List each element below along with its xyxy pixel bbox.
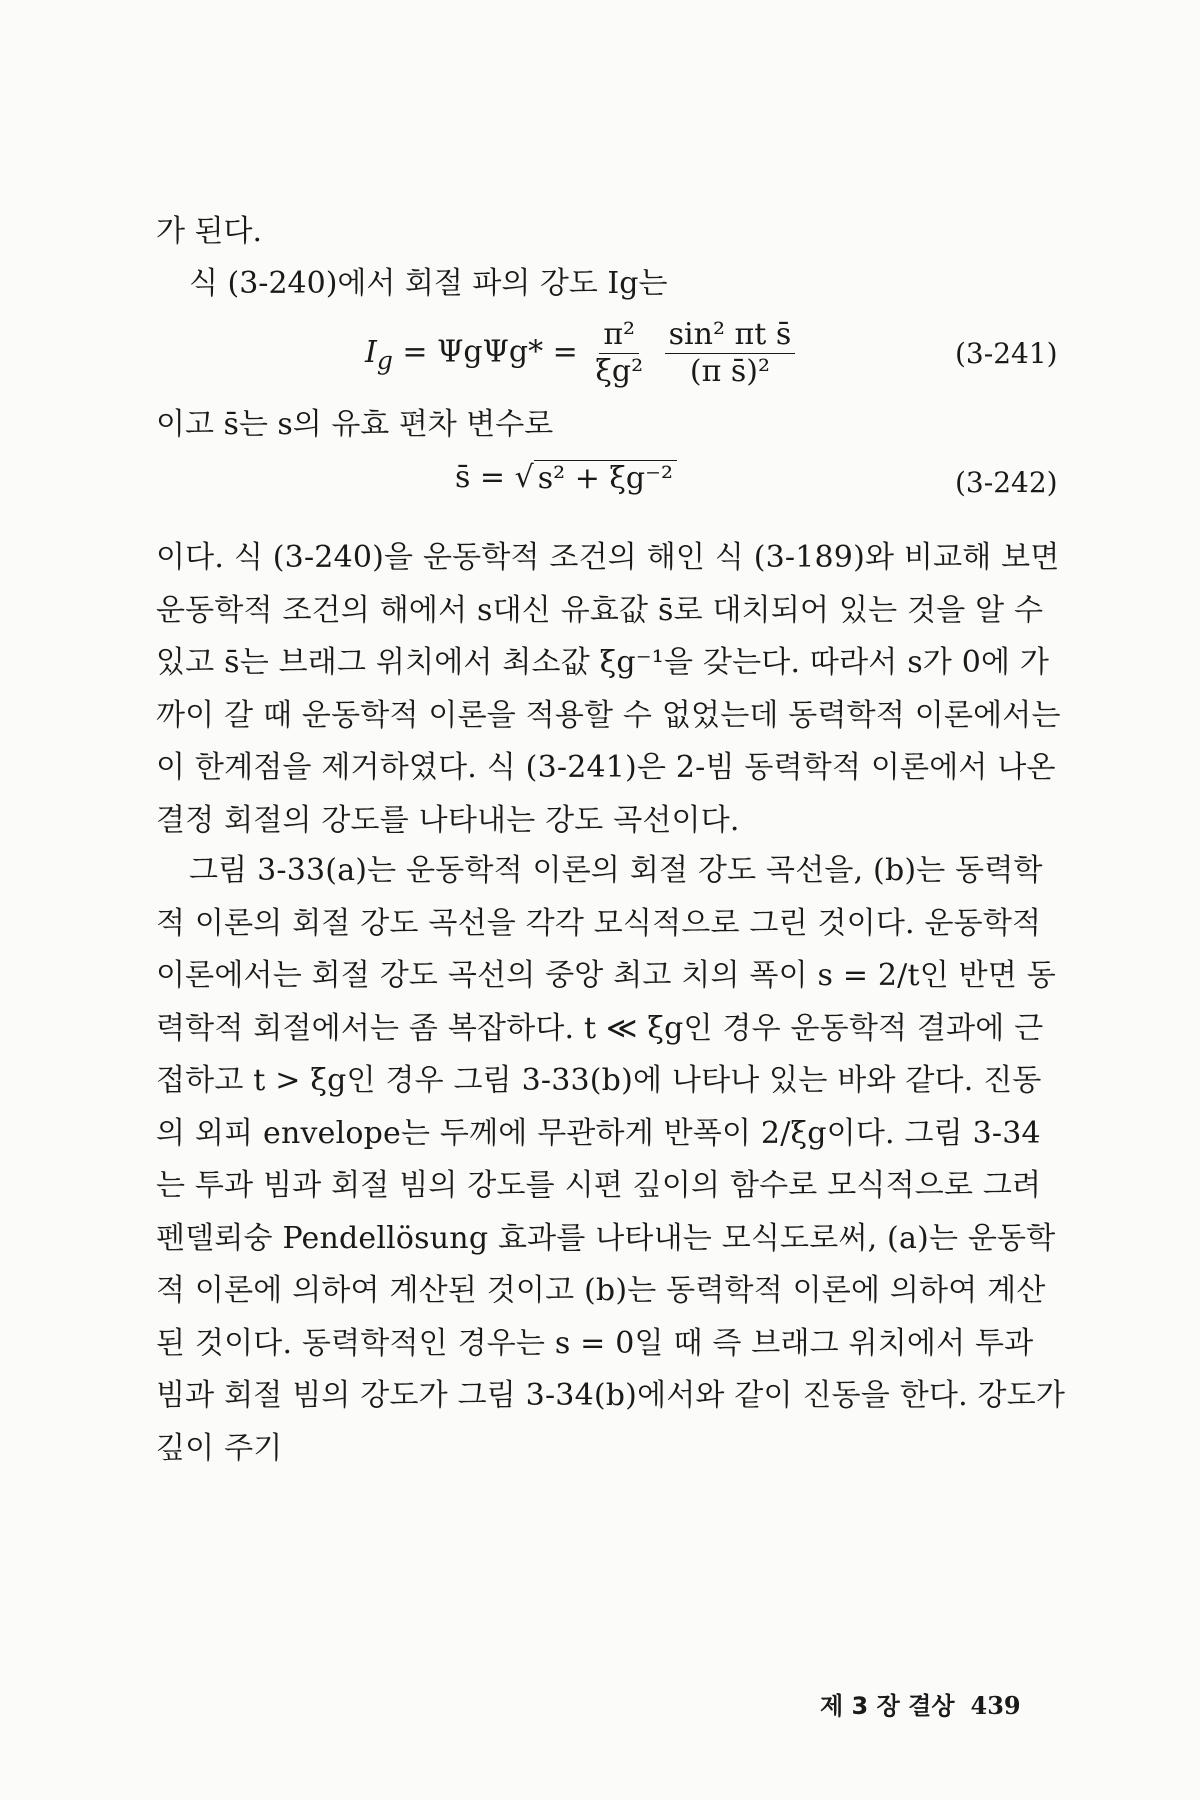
paragraph-2: 그림 3-33(a)는 운동학적 이론의 회절 강도 곡선을, (b)는 동력학적 이론의 회절 강도 곡선을 각각 모식적으로 그린 것이다. 운동학적 이론에서는 회절 강도 곡선의 중앙 최고 치의 폭이 s = 2/t인 반면 동력학적 회절에서는 좀 복잡하다. t ≪ ξg인 경우 운동학적 결과에 근접하고 t > ξg인 경우 그림 3-33(b)에 나타나 있는 바와 같다. 진동의 외피 envelope는 두께에 무관하게 반폭이 2/ξg이다. 그림 3-34는 투과 빔과 회절 빔의 강도를 시편 깊이의 함수로 모식적으로 그려 펜델뢰숭 Pendellösung 효과를 나타내는 모식도로써, (a)는 운동학적 이론에 의하여 계산된 것이고 (b)는 동력학적 이론에 의하여 계산된 것이다. 동력학적인 경우는 s = 0일 때 즉 브래그 위치에서 투과 빔과 회절 빔의 강도가 그림 3-34(b)에서와 같이 진동을 한다. 강도가 깊이 주기 xyxy=(156,853,1066,1466)
eq241-fraction-1 xyxy=(591,318,647,389)
eq241-frac1-den: ξg² xyxy=(595,354,644,389)
chapter-label: 제 3 장 결상 xyxy=(820,1692,955,1720)
paragraph-1: 이다. 식 (3-240)을 운동학적 조건의 해인 식 (3-189)와 비교해 보면 운동학적 조건의 해에서 s대신 유효값 s̄로 대치되어 있는 것을 알 수 있고 s̄는 브래그 위치에서 최소값 ξg⁻¹을 갖는다. 따라서 s가 0에 가까이 갈 때 운동학적 이론을 적용할 수 없었는데 동력학적 이론에서는 이 한계점을 제거하였다. 식 (3-241)은 2-빔 동력학적 이론에서 나온 결정 회절의 강도를 나타내는 강도 곡선이다. xyxy=(156,540,1061,838)
sqrt-sign-icon: √ xyxy=(514,460,534,495)
eq242-radicand: s² + ξg⁻² xyxy=(534,460,677,497)
equation-3-242 xyxy=(455,460,677,497)
page-footer xyxy=(820,1686,1021,1721)
eq241-frac1-num: π² xyxy=(599,318,639,354)
eq241-mid: = ΨgΨg* = xyxy=(402,334,578,370)
sbar-line: 이고 s̄는 s의 유효 편차 변수로 xyxy=(156,407,554,442)
opening-line: 가 된다. xyxy=(156,214,263,249)
equation-3-242-label: (3-242) xyxy=(955,466,1058,499)
page-number: 439 xyxy=(970,1691,1021,1720)
eq242-sqrt xyxy=(515,460,677,497)
eq241-frac2-den: (π s̄)² xyxy=(689,354,770,389)
eq241-fraction-2 xyxy=(665,318,796,389)
equation-3-241 xyxy=(365,318,799,389)
equation-3-241-label: (3-241) xyxy=(955,337,1058,370)
eq241-frac2-num: sin² πt s̄ xyxy=(665,318,796,354)
intro-line: 식 (3-240)에서 회절 파의 강도 Ig는 xyxy=(189,266,668,301)
eq241-lhs: $I_g$ xyxy=(365,334,393,375)
eq242-lhs: s̄ = xyxy=(455,460,506,495)
